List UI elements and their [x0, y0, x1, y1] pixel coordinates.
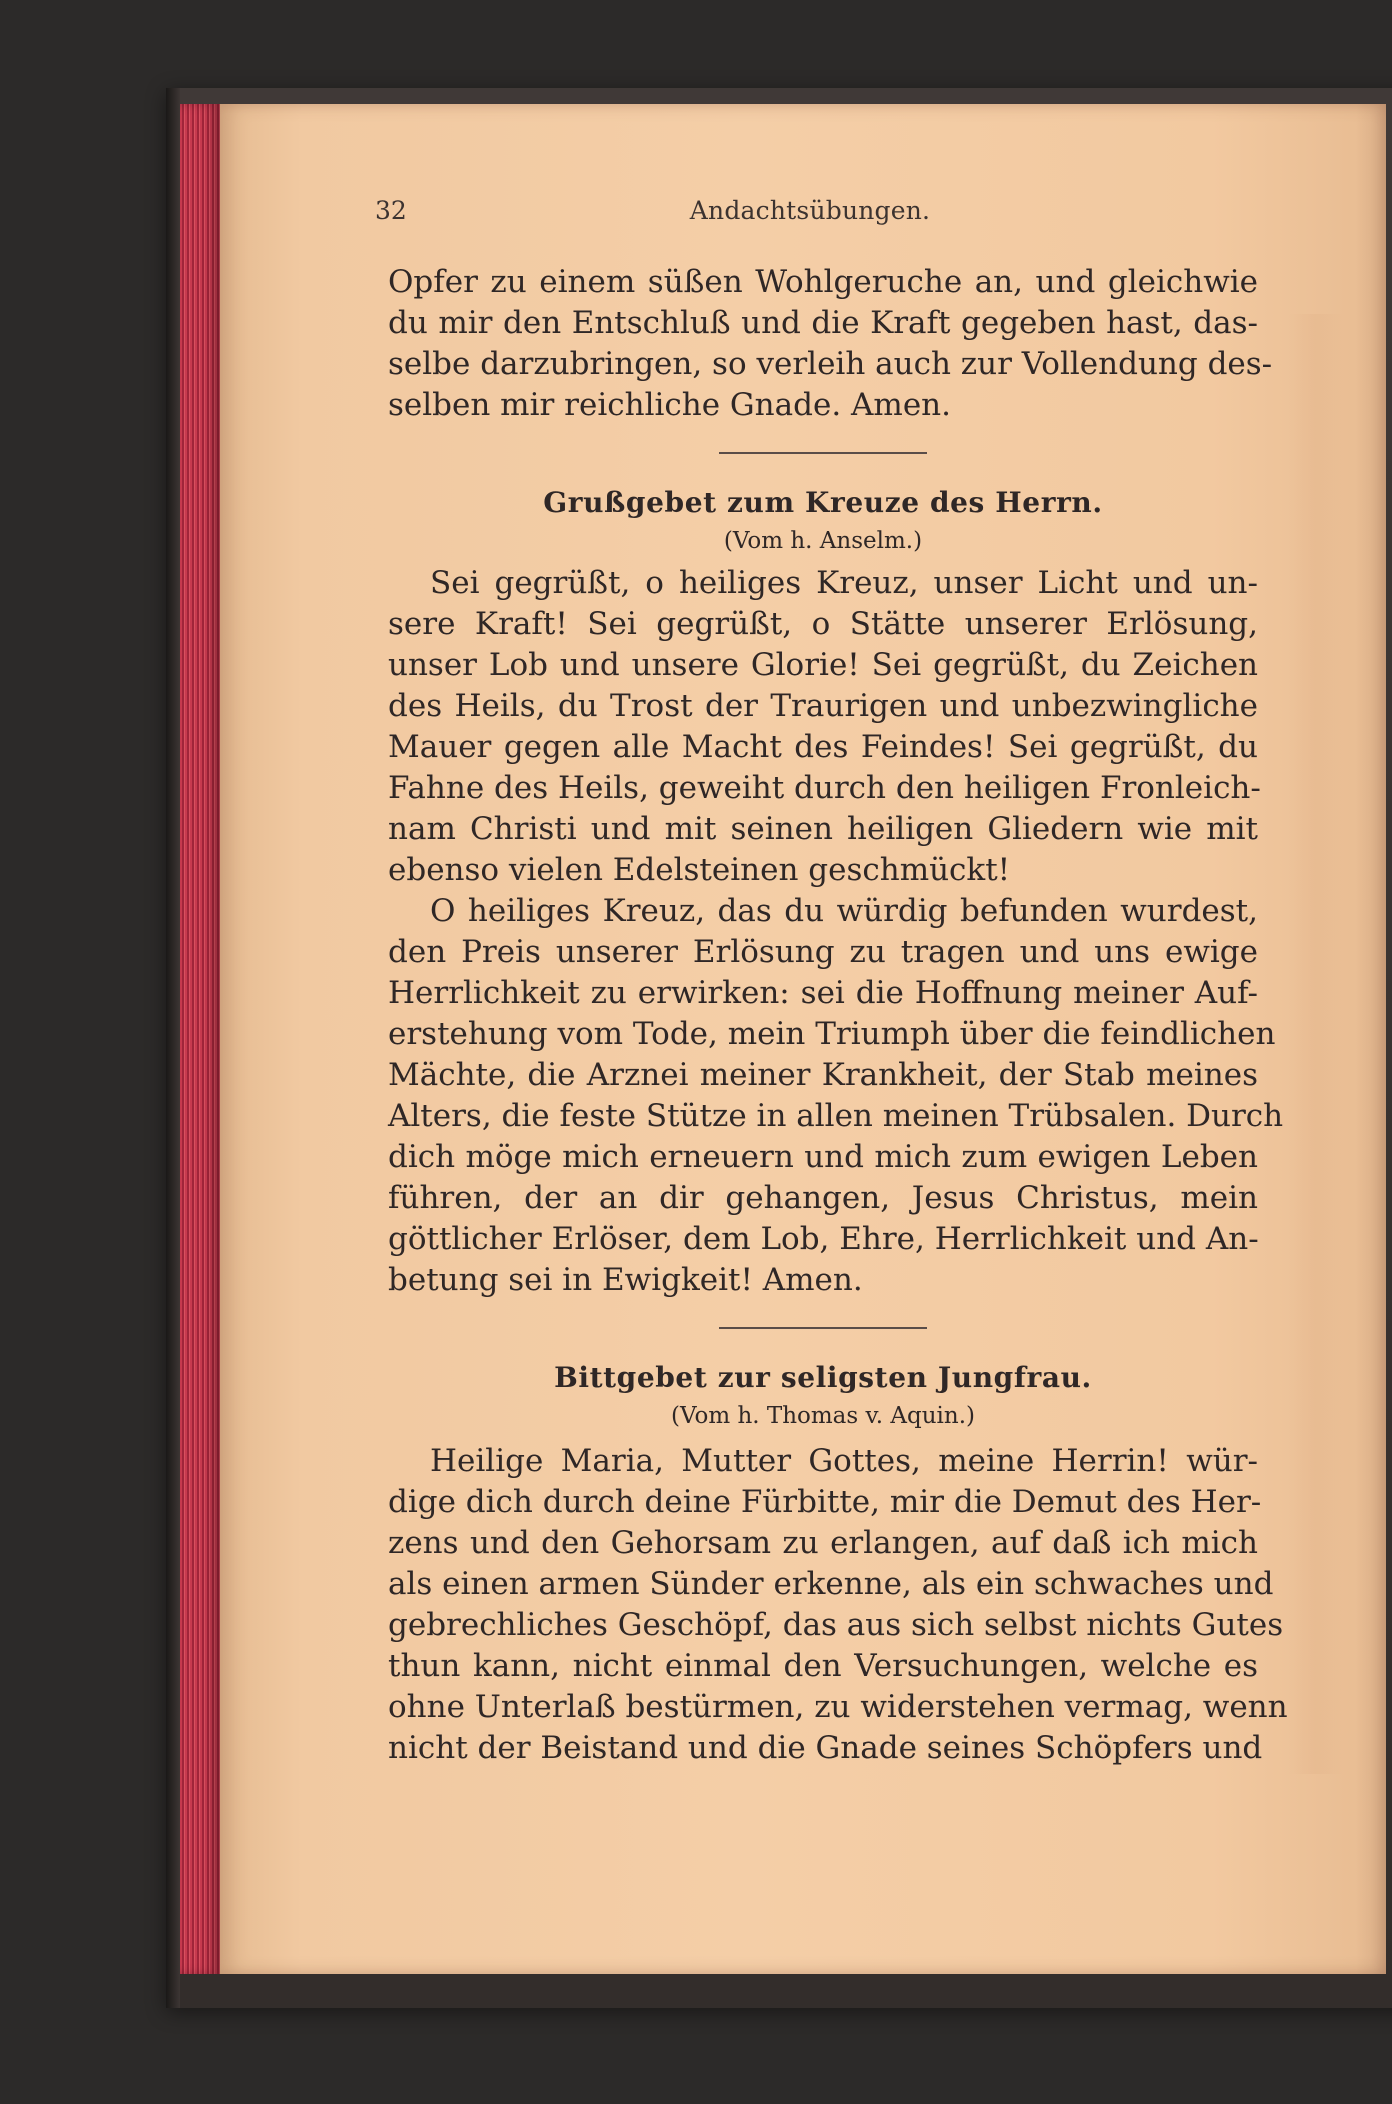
page-text — [388, 262, 1288, 1769]
text-line: Alters, die feste Stütze in allen meinen Trübsalen. Durch — [388, 1098, 1284, 1134]
text-line: unser Lob und unsere Glorie! Sei gegrüßt, du Zeichen — [388, 647, 1258, 683]
section-divider — [719, 1327, 927, 1329]
text-line: O heiliges Kreuz, das du würdig befunden wurdest, — [430, 893, 1258, 929]
text-line: Mauer gegen alle Macht des Feindes! Sei gegrüßt, du — [388, 729, 1258, 765]
text-line: sere Kraft! Sei gegrüßt, o Stätte unserer Erlösung, — [388, 606, 1258, 642]
text-line: nam Christi und mit seinen heiligen Gliedern wie mit — [388, 811, 1258, 847]
section-cross-prayer — [388, 483, 1284, 1301]
book-page — [220, 104, 1386, 1974]
text-line: selben mir reichliche Gnade. Amen. — [388, 387, 951, 423]
text-line: Herrlichkeit zu erwirken: sei die Hoffnung meiner Auf- — [388, 975, 1258, 1011]
intro-paragraph — [388, 262, 1273, 426]
text-line: selbe darzubringen, so verleih auch zur Vollendung des- — [388, 346, 1273, 382]
text-line: den Preis unserer Erlösung zu tragen und uns ewige — [388, 934, 1258, 970]
text-line: dige dich durch deine Fürbitte, mir die Demut des Her- — [388, 1484, 1262, 1520]
paragraph — [388, 891, 1284, 1301]
attribution: (Vom h. Thomas v. Aquin.) — [671, 1403, 975, 1429]
text-line: Sei gegrüßt, o heiliges Kreuz, unser Licht und un- — [430, 565, 1258, 601]
section-title: Grußgebet zum Kreuze des Herrn. — [543, 486, 1103, 519]
paragraph — [388, 563, 1261, 891]
running-title: Andachtsübungen. — [689, 196, 931, 225]
text-line: thun kann, nicht einmal den Versuchungen, welche es — [388, 1648, 1258, 1684]
paper-stain — [1288, 314, 1343, 1774]
text-line: führen, der an dir gehangen, Jesus Christus, mein — [388, 1180, 1258, 1216]
running-head — [375, 196, 1245, 234]
text-line: betung sei in Ewigkeit! Amen. — [388, 1262, 863, 1298]
page-number: 32 — [375, 196, 407, 225]
text-line: als einen armen Sünder erkenne, als ein schwaches und — [388, 1566, 1274, 1602]
text-line: ohne Unterlaß bestürmen, zu widerstehen vermag, wenn — [388, 1689, 1288, 1725]
page-edges — [180, 104, 220, 1974]
book-spine — [166, 88, 180, 2008]
text-line: nicht der Beistand und die Gnade seines Schöpfers und — [388, 1730, 1263, 1766]
paragraph — [388, 1441, 1288, 1769]
text-line: Opfer zu einem süßen Wohlgeruche an, und gleichwie — [388, 264, 1258, 300]
text-line: dich möge mich erneuern und mich zum ewigen Leben — [388, 1139, 1258, 1175]
text-line: gebrechliches Geschöpf, das aus sich selbst nichts Gutes — [388, 1607, 1284, 1643]
section-virgin-prayer — [388, 1358, 1288, 1769]
text-line: du mir den Entschluß und die Kraft gegeben hast, das- — [388, 305, 1258, 341]
text-line: erstehung vom Tode, mein Triumph über die feindlichen — [388, 1016, 1276, 1052]
text-line: ebenso vielen Edelsteinen geschmückt! — [388, 852, 1011, 888]
text-line: Mächte, die Arznei meiner Krankheit, der Stab meines — [388, 1057, 1258, 1093]
text-line: göttlicher Erlöser, dem Lob, Ehre, Herrlichkeit und An- — [388, 1221, 1259, 1257]
text-line: Fahne des Heils, geweiht durch den heiligen Fronleich- — [388, 770, 1261, 806]
section-divider — [719, 452, 927, 454]
section-title: Bittgebet zur seligsten Jungfrau. — [554, 1361, 1092, 1394]
attribution: (Vom h. Anselm.) — [723, 528, 923, 554]
text-line: Heilige Maria, Mutter Gottes, meine Herrin! wür- — [430, 1443, 1258, 1479]
text-line: zens und den Gehorsam zu erlangen, auf daß ich mich — [388, 1525, 1258, 1561]
text-line: des Heils, du Trost der Traurigen und unbezwingliche — [388, 688, 1258, 724]
